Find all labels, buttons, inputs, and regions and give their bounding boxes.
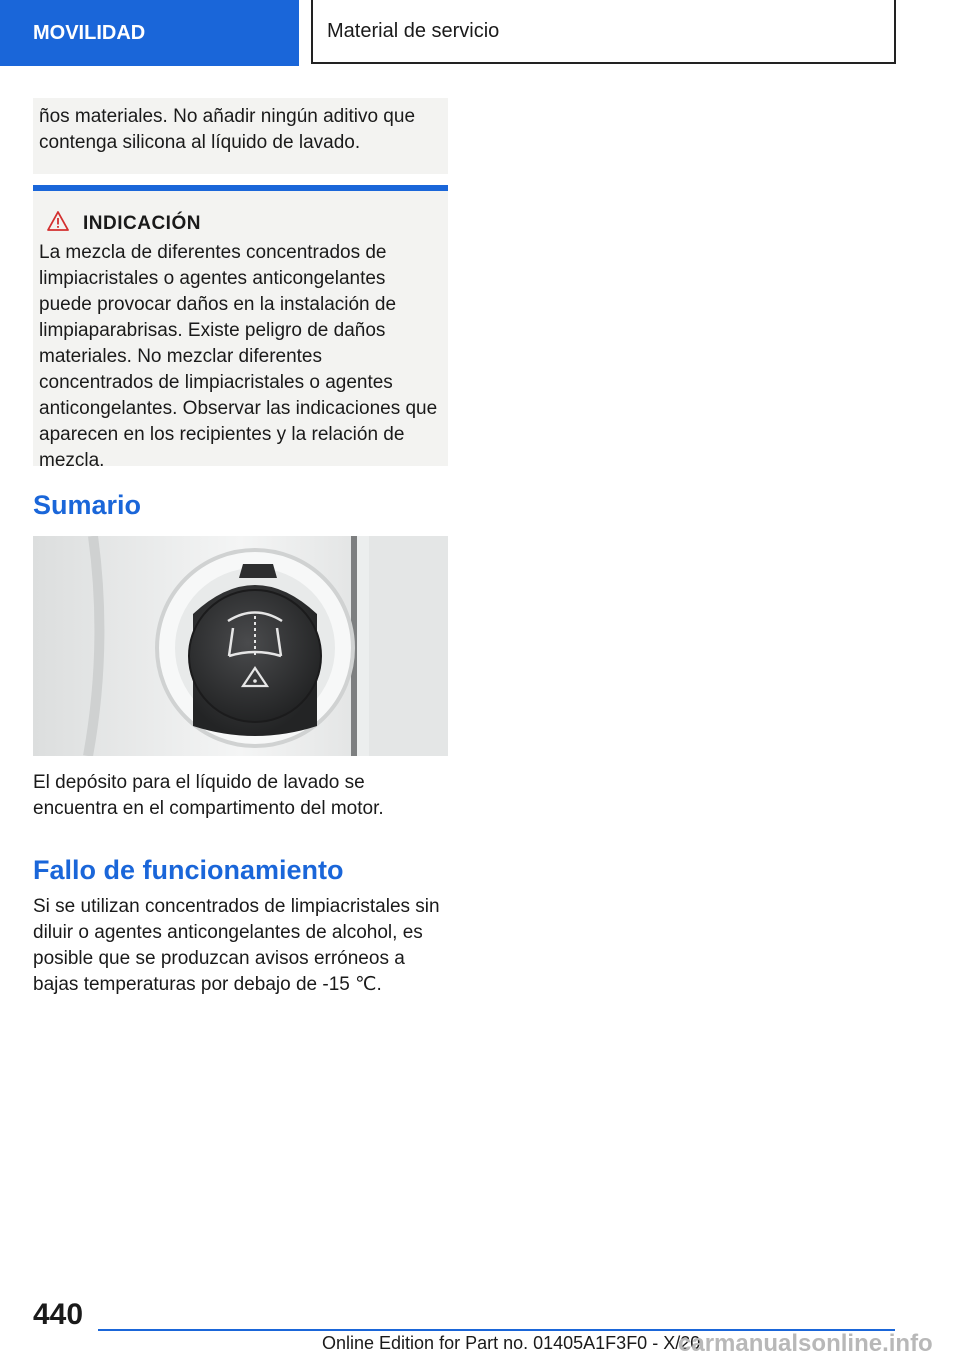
chapter-header [311,0,896,64]
notice-header [47,211,440,236]
continued-note-box [33,98,448,174]
notice-title: INDICACIÓN [83,212,201,234]
warning-triangle-icon [47,211,69,236]
notice-box [33,185,448,471]
continued-note-text: ños materiales. No añadir ningún aditivo que contenga silicona al líquido de lavado. [39,106,416,153]
watermark: carmanualsonline.info [678,1330,933,1357]
section-tab [0,0,299,66]
page-number: 440 [33,1298,84,1331]
chapter-title: Material de servicio [327,19,500,42]
washer-fluid-cap-image [33,536,448,756]
edition-text: Online Edition for Part no. 01405A1F3F0 - X/20 [322,1333,701,1353]
fallo-text: Si se utilizan concentrados de limpiacristales sin diluir o agentes anticongelantes de alcohol, es posible que se produzcan avisos erróneos a bajas temperaturas por debajo de -15 ℃. [33,896,440,995]
sumario-text: El depósito para el líquido de lavado se encuentra en el compartimento del motor. [33,772,384,819]
fallo-heading: Fallo de funcionamiento [33,855,344,885]
sumario-heading: Sumario [33,490,142,520]
notice-text: La mezcla de diferentes concentrados de limpiacristales o agentes anticongelantes puede provocar daños en la instalación de limpiaparabrisas. Existe peligro de daños materiales. No mezclar diferentes concentrados de limpiacristales o agentes anticongelantes. Observar las indicaciones que aparecen en los recipientes y la relación de mezcla. [39,242,438,471]
section-title: MOVILIDAD [33,21,146,44]
